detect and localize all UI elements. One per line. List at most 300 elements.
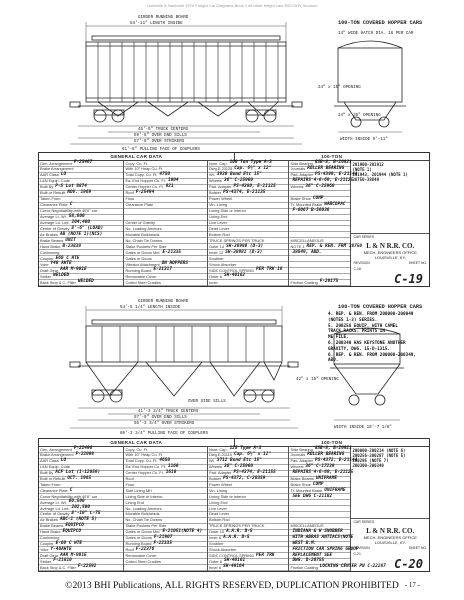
field-label: Ea. End Hopper Cu. Ft. [125,464,166,470]
notes-block [328,312,430,364]
field-label: Running Board [125,541,152,546]
field-label: Built or Rebuilt [40,476,66,482]
car-number: 200000-200214 (NOTE 6) [352,448,406,453]
field-label: SIDE CONTROL SPRING [208,552,255,558]
field-value: WELDED [77,279,94,285]
car-numbers [351,161,429,183]
field-value: 38849, ABD. [292,249,322,255]
capacity-column [124,447,208,571]
note-line: 5. 200256 EQUIP. WITH CAMEL [328,323,398,329]
field-label: Curve Negotiability-with 40'6" car [40,493,98,499]
field-value: C [69,487,73,493]
field-label: Dead Lever [208,511,230,517]
field-value: F-22496 [73,446,93,452]
field-label: Total Copy. Cu. Ft. [125,172,158,178]
field-value: F-22376 [135,546,155,552]
field-label: Journals [290,166,306,172]
field-value: A.A.R. D-5 [226,528,253,534]
field-value: PS-4390, E-21144 [314,172,358,178]
field-label: Movable Bulkheads [125,511,160,517]
field-value: 4750 [159,172,170,178]
field-label: Brake Beams [290,476,314,482]
field-value: LO [60,458,67,464]
field-label: No. Loading Anchors [125,505,162,511]
field-label: Pad. Adapter [208,470,232,476]
field-value: AAR M-901E [60,552,87,558]
side-sills-label: OVER SIDE SILLS [188,400,226,404]
field-label: Removable Cover [125,552,157,558]
field-value: GSB-8, B-20921 [314,446,352,452]
field-label: Wt. [208,172,215,178]
field-label: Center Hopper Cu. Ft. [125,184,164,190]
field-label: Vin. Lining [208,487,228,493]
field-value: F-25467 [73,160,93,166]
field-label: Snubber [208,541,224,546]
field-value: ROLLER BEARING [307,452,345,458]
field-label: Draft Gear [40,552,59,558]
field-value: Cap. 6½" x 12" [234,166,272,172]
field-label: L&N Equip. Code [40,464,71,470]
field-label: Back Stop & C. Filler [40,279,76,285]
field-label: Stake Pockets Per Side [125,243,167,249]
field-label: Average Ld. Lmt. [40,505,70,511]
field-label: Striker [40,273,52,279]
field-label: Wt. [208,458,215,464]
car-data-table-1 [38,152,430,287]
field-label: Live Lever [208,220,227,226]
field-value: ON HOPPERS [161,261,189,267]
company-name: L & N R.R. CO. [366,526,415,535]
field-value: E60 C HTE [55,255,80,261]
field-value: 100 Ton Type A-3 [229,160,272,166]
field-label: Clearance Plate [40,202,68,208]
field-value: E-21051(NOTE 4) [162,528,203,534]
opening-label: 24" x 15" OPENING [318,86,361,90]
table-row [39,280,123,286]
field-label: No. Loading Anchors [125,226,162,231]
pulling-face-label: 60'-3 3/4" PULLING FACE OF COUPLERS [120,432,208,436]
field-value: 3712 Bond Etc 15" [216,458,262,464]
field-value: EQUIPCO [65,523,84,529]
field-label: Gates or Doors Mnf. [125,249,161,255]
table-row [124,565,207,571]
field-value: 36" C-25960 [223,463,254,469]
field-value: REP. & REN. FRM 38750 [306,243,363,249]
field-value: SH-40164 [223,564,245,570]
field-value: PS-4380, E-21125 [233,184,276,190]
field-value: 36" C-25960 [223,178,254,184]
car-number: 200295 (NOTE 7) [352,458,389,463]
field-value: F-22098 [75,452,95,458]
truck-column [208,161,290,286]
field-value: 8'-10" L-75 [71,511,101,517]
field-label: Bolster [208,476,222,482]
end-sills-label: 59'-8" OVER END SILLS [134,134,187,138]
company-name: L & N R.R. CO. [366,241,415,250]
field-label: Inner 6 [208,564,222,570]
field-label: Air Brakes [40,231,58,237]
field-label: Built or Rebuilt [40,190,66,196]
field-value: 202,500 [71,505,91,511]
table-row [289,280,350,286]
field-label: TRUCK SPRINGS PER TRUCK [208,237,265,243]
field-label: Vin. Lining [208,202,228,208]
field-value: WITH ABRAS ANTIACS(NOTE [292,534,354,540]
field-value: REPAIRS 4-6-69, E-21125 [292,469,354,475]
field-label: Coupler [40,541,54,546]
field-label: Roof [125,476,134,482]
title-block-box: CAR SERIES L & N R.R. CO. MECH. ENGINEERS OFFICE LOUISVILLE, KY. REVISION SHEET NO. C-18 C-19 [353,234,427,286]
note-line: ABD. [328,358,339,364]
field-label: Brake Shoe [290,481,311,487]
field-label: Dead Lever [208,226,230,231]
field-value: OCT. 1965 [67,475,92,481]
field-value: Y40 AHTE [50,261,72,267]
running-board-label: GIRDER RUNNING BOARD [138,300,189,304]
field-label: NOTE 1 [290,243,305,249]
field-value: E-60 C HTE [55,540,83,546]
note-line: 4. REP. & REN. FROM 200000-200049 [328,312,414,317]
field-value: 125 Type A-3 [229,446,262,452]
field-label: Draft Gear [40,267,59,273]
revision-value: C-21 [353,552,361,556]
car-number: 201900-201912 [352,162,384,167]
table-row [39,565,123,571]
field-value: C [69,201,73,207]
field-value: 36" C-25960 [305,184,335,190]
field-label: Power Wheel [208,196,233,202]
field-label: SIDE CONTROL SPRING [208,267,255,273]
field-label: Brake Arrangement [40,452,74,458]
field-value: 60,500 [68,499,85,505]
field-value: SH-40162 [223,273,246,279]
field-label: Roof [125,546,134,552]
field-label: Dwg.E-21125 [208,166,233,172]
sheet-number: C-19 [394,272,423,286]
field-label: Lining End [208,499,228,505]
field-label: Friction Coating [290,564,318,570]
field-label: No. Chain Tie Downs [125,237,163,243]
field-value: PS-4374, E-21155 [233,469,276,475]
field-value: E-21335 [162,249,182,255]
note-line: (NOTES 1-3) SERIES. [328,317,378,323]
field-value: ACF Lot (1-12059) [55,469,101,475]
field-value: WELDED [53,273,70,279]
field-label: Clearance Plate [40,487,68,493]
field-label: Brake Shoe [290,196,311,202]
field-label: Pad. Adapter [290,172,313,178]
car-numbers [351,447,429,469]
field-label: Gen. Arrangement [40,446,72,452]
field-label: With 10" Heap Cu. Ft. [125,452,164,458]
copyright-text: ©2013 BHI Publications, ALL RIGHTS RESERVED, DUPLICATION PROHIBITED [65,580,399,591]
hopper-car-drawing-1 [38,12,430,152]
field-label: Hand Brake [40,529,61,535]
sheet-number: C-20 [394,557,423,571]
field-value: F-20175 [319,279,339,285]
car-number: 201943, 201944 (NOTE 1) [352,172,408,177]
sheet-title: 100-TON COVERED HOPPER CARS [338,304,423,310]
field-label: Stake Pockets Per Side [125,523,167,529]
note-line: GRAVITY, DWG. 15-D-1315. [328,346,391,352]
field-label: Built By [40,184,54,190]
field-label: Outer 14 [208,243,225,249]
field-label: TRUCK SPRINGS PER TRUCK [208,523,265,529]
field-label: Inner [208,279,218,285]
field-label: Outer 6 [208,273,222,279]
field-value: PS-4374, E-21135 [223,190,266,196]
field-value: LOCKING CENTER PN C-22287 [319,564,386,570]
field-label: Built By [40,470,54,476]
note-line: 6. REP. & REN. FROM 200000-200349, [328,352,416,358]
truck-column [208,447,290,571]
field-value: F-6067 B-56036 [292,207,330,213]
field-label: Snubber [208,255,224,261]
discharge-opening-label: 24" x 36" OPENING [338,114,381,118]
field-label: MISCELLANEOUS [290,237,324,243]
field-value: ROLLER BEARING [307,166,345,172]
field-label: Outer 6 [208,558,222,564]
field-value: EQUIPCO [62,528,82,534]
general-data-column [39,161,124,286]
field-label: Gates or Doors [125,535,152,541]
field-label: Wheels [290,464,304,470]
field-label: Average Lt. Wt. [40,214,67,220]
field-label: Running Board [125,267,152,273]
field-label: Cushioning [40,249,60,255]
field-label: Bottom Rod [208,517,230,523]
field-value: AAR M-901E [60,267,87,273]
field-value: COMP [312,481,324,487]
field-value: AB (NOTE 1)(NCS) [59,231,103,237]
field-label: Movable Bulkheads [125,231,160,237]
field-label: Bottom Rod [208,231,230,237]
field-value: ABC-1 (NOTE 5) [59,517,97,523]
car-number: 200256-200287 (NOTE 5) [352,453,406,458]
table-row [208,565,289,571]
field-label: Brake Arrangement [40,166,74,172]
field-label: Shock Absorber [208,261,237,267]
table-header: GENERAL CAR DATA 100-TON [39,153,429,161]
field-value: B-23838 [62,243,82,249]
truck-centers-label: 41'-3 3/4" TRUCK CENTERS [138,410,199,414]
field-value: A.A.R. D-5 [223,534,250,540]
note-line: ME FILE. [328,335,349,341]
truck-centers-label: 45'-9" TRUCK CENTERS [138,128,189,132]
field-value: SH-40161 [223,558,246,564]
field-value: SH-36980 (D-3) [226,243,264,249]
strikers-label: 57'-6" OVER STRIKERS [134,140,185,144]
field-label: Nom. Cap. [208,160,228,166]
page-number: - 17 - [404,581,420,589]
field-label: L&N Equip. Code [40,178,71,184]
field-label: Center of Gravity [40,511,70,517]
field-label: Clearance Plate [125,202,154,208]
field-label: Taken From [40,196,61,202]
car-number: (NOTE 1) [352,167,372,172]
field-value: COMP [312,195,324,201]
field-label: Hand Brake [40,243,61,249]
field-value: 204,400 [71,219,91,225]
field-value: REPLACEMENT SEE [292,552,333,558]
capacity-column [124,161,208,286]
field-value: SEE DWG C-21102 [292,493,333,499]
field-label: Back Stop & C. Filler [40,564,76,570]
field-label: Center Hopper Cu. Ft. [125,470,164,476]
field-value: F-21907 [153,534,173,540]
width-inside-label: WIDTH INSIDE 10'-7 1/8" [334,426,392,430]
field-label: Floor [125,196,135,202]
field-value: WABCOPAC [324,201,346,207]
field-label: Coupler [40,255,54,261]
field-value: 921 [165,184,174,190]
car-number: 200300-200349 [352,463,384,468]
field-label: Roof [125,190,134,196]
field-value: PS-4372, C-20359 [223,475,266,481]
width-inside-label: WIDTH INSIDE 9'-11" [340,138,388,142]
field-label: Power Wheel [208,481,233,487]
general-data-column [39,447,124,571]
field-label: Coiled Steel Cradles [125,279,161,285]
field-label: Bolster [208,190,222,196]
field-label: Dwg.E-21110 [208,452,232,458]
field-label: No. Chain Tie Downs [125,517,163,523]
field-value: F-21810 [53,558,72,564]
field-label: Tr. Mounted Brake [290,487,323,493]
field-label: Lining Side or Interior [125,493,163,499]
field-value: PS-4372, E-21144 [314,458,358,464]
table-row [208,280,289,286]
field-value: 3930 Bond Etc 15" [216,172,262,178]
field-label: Friction Coating [290,279,318,285]
field-value: Y-40AHTE [50,546,72,552]
field-label: Inner 6 [208,535,222,541]
field-value: P-S Lot 8874 [55,184,87,190]
field-value: UNIT [65,237,76,243]
pulling-face-label: 61'-8" PULLING FACE OF COUPLERS [122,148,200,152]
field-value: NOV. 1969 [67,190,92,196]
field-label: Wheels [208,178,222,184]
field-label: AAR Class [40,172,59,178]
running-board-label: GIRDER RUNNING BOARD [138,16,189,20]
car-data-table-2 [38,438,430,572]
field-label: Tr. Mounted Brake [290,202,323,208]
field-label: Coiled Steel Cradles [125,558,161,564]
field-label: Cushioning [40,535,60,541]
field-label: AAR Class [40,458,59,464]
field-value: PER TRK 16 [256,267,283,273]
field-label: Total Copy. Cu. Ft. [125,458,158,464]
dept-name: MECH. ENGINEERS OFFICE [363,249,417,255]
field-label: Yoke [40,261,49,267]
copyright-footer [0,580,464,591]
title-block [351,447,429,571]
field-label: Side Bearing [290,446,313,452]
field-label: Brake Beams [40,237,64,243]
field-label: Air Brakes [40,517,58,523]
car-number: 38750-38849 [352,177,379,182]
field-label: Vibrator Attachment [125,261,160,267]
field-label: Gates or Doors [125,255,152,261]
field-label: Lining End [125,499,144,505]
field-value: FRICTION CAR SPRING GROUP [292,546,359,552]
field-value: UNIFRAME [324,487,346,493]
field-label: With 10" Heap Cu. Ft. [125,166,164,172]
field-label: Gen. Arrangement [40,160,72,166]
field-label: Journals [290,452,306,458]
field-value: F-25494 [135,190,155,196]
table-header: GENERAL CAR DATA 100-TON [39,439,429,447]
field-label: Center of Gravity [125,220,155,226]
strikers-label: 55'-3 3/4" OVER STRIKERS [134,422,195,426]
hatch-note: 14" WIDE HATCH DIA. 16 PER CAR [338,32,414,36]
field-label: Live Lever [208,505,227,511]
field-label: Wheels [290,184,304,190]
field-label: Lining Side or Interior [208,208,246,214]
inside-length-label: 54'-11" LENGTH INSIDE [130,22,183,26]
field-label: Center of Gravity [40,226,70,231]
sheet-title: 100-TON COVERED HOPPER CARS [338,20,423,26]
field-value: F-22592 [77,564,97,570]
field-label: Pad. Adapter [208,184,232,190]
field-value: SH-38981 (D-3) [225,249,263,255]
city-name: LOUISVILLE, KY. [374,254,406,260]
field-value: UNIFRAME [315,475,337,481]
field-value: INDIANA & H SNUBBER [292,528,343,534]
field-label: Average Ld. Lmt. [40,220,70,226]
field-label: Copy. Cu. Ft. [125,160,149,166]
title-block-box: CAR SERIES L & N R.R. CO. MECH. ENGINEERS OFFICE LOUISVILLE, KY. REVISION SHEET NO. C-21 C-20 [353,519,427,571]
field-label: Yoke [40,546,49,552]
field-label: MISCELLANEOUS [290,523,324,529]
field-value: 8'-6" (LOAD) [71,225,104,231]
field-label: Copy. Cu. Ft. [125,446,149,452]
field-value: 58,600 [68,213,85,219]
field-value: 36" C-17239 [305,463,335,469]
field-label: Striker [40,558,52,564]
field-value: 1160 [167,463,179,469]
field-label: Removable Cover [125,273,157,279]
inside-length-label: 54'-5 1/4" LENGTH INSIDE [120,306,181,310]
city-name: LOUISVILLE, KY. [374,539,406,545]
field-value: REPAIRS 4-6-69, E-21125 [292,178,354,184]
field-label: Side Bearing [290,160,313,166]
field-value: WEST B.M. [292,540,317,546]
field-label: Outer 10 [208,529,225,535]
field-value: 1004 [167,178,179,184]
field-label: Average Lt. Wt. [40,499,67,505]
discharge-opening-label: 42" x 15" OPENING [296,378,339,382]
field-label: Gates or Doors Mnf. [125,529,161,535]
note-line: 6. 200340 HAS KEYSTONE ANOTHER [328,340,406,346]
field-label: Floor [125,481,135,487]
table-row [289,564,386,571]
diagram-sheet-2 [38,296,430,574]
field-label: Wheels [208,464,222,470]
field-value: 4650 [159,458,170,464]
revision-value: C-18 [353,267,361,271]
field-value: GSB-8, B-20921 [314,160,352,166]
note-line: TRACK RACKS. PRINTS IN [328,329,385,335]
field-value: PER TRK [256,552,275,558]
field-label: Taken From [40,481,61,487]
table-row [124,280,207,286]
field-label: Nom. Cap. [208,446,228,452]
field-label: Ea. End Hopper Cu. Ft. [125,178,166,184]
title-block [351,161,429,286]
field-label: Curve Negotiability-with 40'6" car [40,208,98,214]
field-label: Side Lining Mt'l [125,487,152,493]
